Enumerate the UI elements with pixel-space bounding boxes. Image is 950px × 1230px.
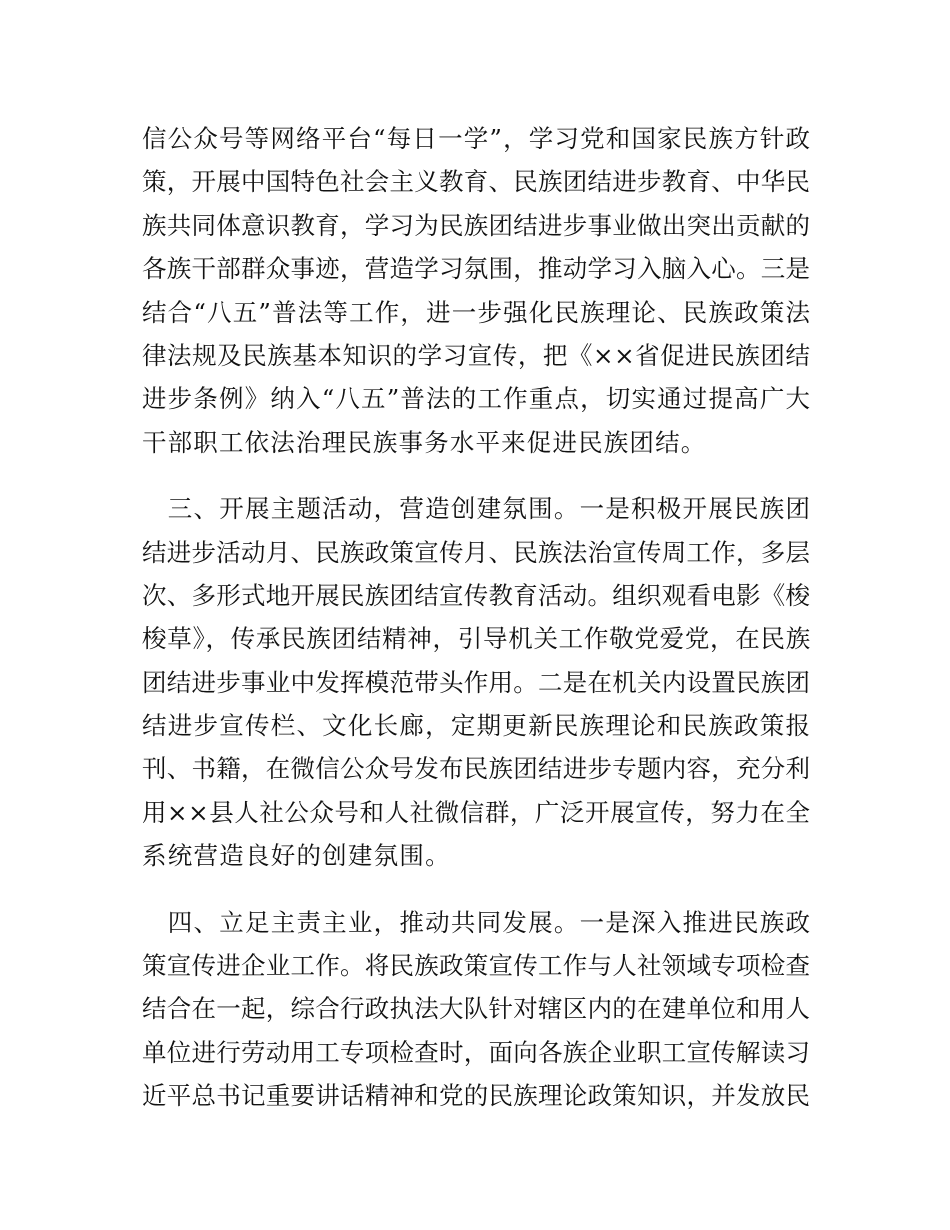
text-line: 单位进行劳动用工专项检查时，面向各族企业职工宣传解读习 — [142, 1037, 811, 1067]
text-line: 族共同体意识教育，学习为民族团结进步事业做出突出贡献的 — [142, 210, 811, 240]
text-line: 用××县人社公众号和人社微信群，广泛开展宣传，努力在全 — [142, 797, 811, 827]
text-line: 刊、书籍，在微信公众号发布民族团结进步专题内容，充分利 — [142, 754, 811, 784]
text-line: 各族干部群众事迹，营造学习氛围，推动学习入脑入心。三是 — [142, 254, 811, 284]
text-line: 策，开展中国特色社会主义教育、民族团结进步教育、中华民 — [142, 167, 811, 197]
paragraph-gap — [142, 878, 810, 901]
text-line: 进步条例》纳入“八五”普法的工作重点，切实通过提高广大 — [142, 384, 812, 414]
text-line: 系统营造良好的创建氛围。 — [142, 841, 451, 871]
paragraph-section-four — [142, 901, 810, 1118]
text-line: 干部职工依法治理民族事务水平来促进民族团结。 — [142, 427, 707, 457]
paragraph-section-three — [142, 487, 810, 878]
text-line: 律法规及民族基本知识的学习宣传，把《××省促进民族团结 — [142, 340, 811, 370]
text-line: 近平总书记重要讲话精神和党的民族理论政策知识，并发放民 — [142, 1081, 811, 1111]
text-line: 结合“八五”普法等工作，进一步强化民族理论、民族政策法 — [142, 297, 812, 327]
text-line: 四、立足主责主业，推动共同发展。一是深入推进民族政 — [142, 907, 812, 937]
paragraph-continuation — [142, 117, 810, 464]
text-line: 结进步宣传栏、文化长廊，定期更新民族理论和民族政策报 — [142, 711, 812, 741]
text-line: 梭草》，传承民族团结精神，引导机关工作敬党爱党，在民族 — [142, 624, 811, 654]
text-line: 三、开展主题活动，营造创建氛围。一是积极开展民族团 — [142, 494, 812, 524]
text-line: 信公众号等网络平台“每日一学”，学习党和国家民族方针政 — [142, 124, 812, 153]
text-line: 团结进步事业中发挥模范带头作用。二是在机关内设置民族团 — [142, 667, 811, 697]
paragraph-gap — [142, 464, 810, 487]
document-page — [142, 117, 810, 1118]
text-line: 策宣传进企业工作。将民族政策宣传工作与人社领域专项检查 — [142, 951, 811, 981]
text-line: 结进步活动月、民族政策宣传月、民族法治宣传周工作，多层 — [142, 537, 811, 567]
text-line: 次、多形式地开展民族团结宣传教育活动。组织观看电影《梭 — [142, 580, 811, 610]
text-line: 结合在一起，综合行政执法大队针对辖区内的在建单位和用人 — [142, 994, 811, 1024]
